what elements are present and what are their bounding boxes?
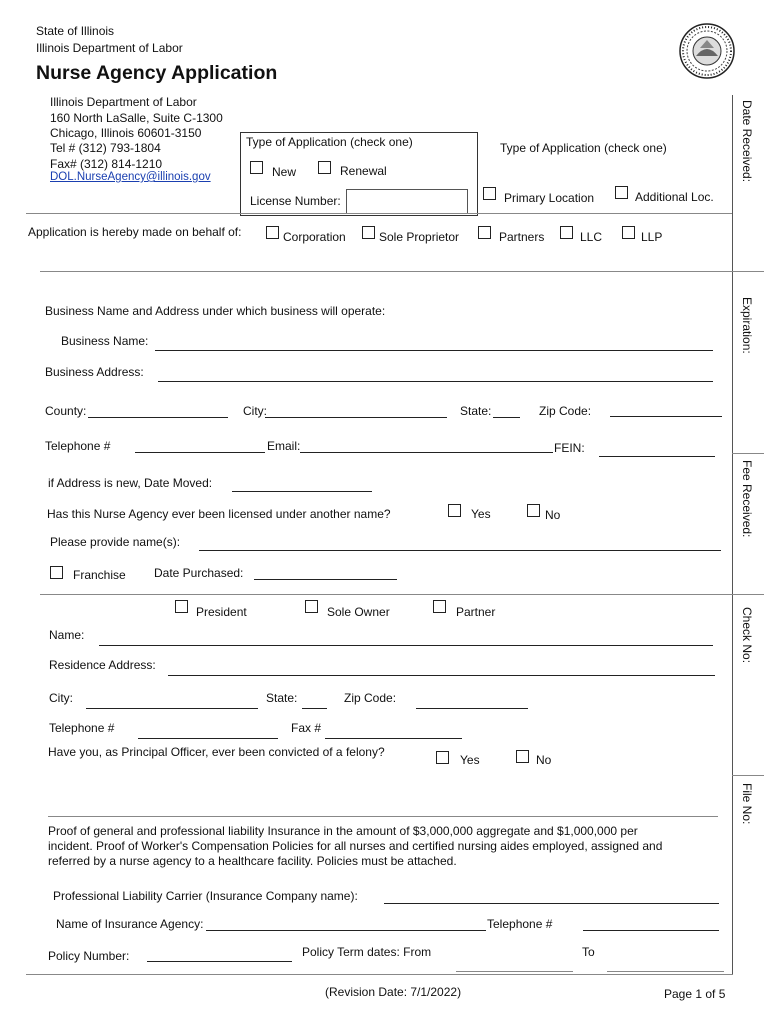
policy-number-field[interactable]: [147, 961, 292, 962]
officer-city-field[interactable]: [86, 708, 258, 709]
date-moved-label: if Address is new, Date Moved:: [48, 476, 213, 490]
franchise-label: Franchise: [73, 568, 126, 582]
state-field[interactable]: [493, 417, 520, 418]
sidebar-separator: [732, 594, 764, 595]
revision-date: (Revision Date: 7/1/2022): [325, 985, 462, 999]
felony-yes-label: Yes: [460, 753, 480, 767]
partners-checkbox[interactable]: [478, 226, 491, 239]
franchise-checkbox[interactable]: [50, 566, 63, 579]
officer-telephone-label: Telephone #: [49, 721, 115, 735]
file-number-label: File No:: [740, 783, 754, 825]
officer-fax-field[interactable]: [325, 738, 462, 739]
residence-address-label: Residence Address:: [49, 658, 156, 672]
president-checkbox[interactable]: [175, 600, 188, 613]
section-divider: [48, 816, 718, 817]
bottom-border: [26, 974, 733, 975]
carrier-label: Professional Liability Carrier (Insurance Company name):: [53, 889, 358, 903]
business-heading: Business Name and Address under which business will operate:: [45, 304, 386, 318]
sidebar-separator: [732, 453, 764, 454]
email-link[interactable]: DOL.NurseAgency@illinois.gov: [50, 171, 211, 183]
insurance-telephone-label: Telephone #: [487, 917, 553, 931]
residence-address-field[interactable]: [168, 675, 715, 676]
license-number-input[interactable]: [346, 189, 468, 214]
provide-names-field[interactable]: [199, 550, 721, 551]
zip-code-field[interactable]: [610, 416, 722, 417]
zip-code-label: Zip Code:: [539, 404, 592, 418]
renewal-checkbox[interactable]: [318, 161, 331, 174]
telephone-field[interactable]: [135, 452, 265, 453]
renewal-label: Renewal: [340, 164, 387, 178]
city-field[interactable]: [265, 417, 447, 418]
llc-checkbox[interactable]: [560, 226, 573, 239]
sidebar-separator: [732, 775, 764, 776]
primary-location-label: Primary Location: [504, 191, 595, 205]
county-field[interactable]: [88, 417, 228, 418]
sole-proprietor-label: Sole Proprietor: [379, 230, 460, 244]
telephone-label: Telephone #: [45, 439, 111, 453]
business-address-field[interactable]: [158, 381, 713, 382]
expiration-label: Expiration:: [740, 297, 754, 354]
county-label: County:: [45, 404, 87, 418]
fee-received-label: Fee Received:: [740, 460, 754, 538]
behalf-label: Application is hereby made on behalf of:: [28, 225, 242, 239]
insurance-proof-text: incident. Proof of Worker's Compensation Policies for all nurses and certified nursing aides employed, assigned and: [48, 839, 663, 853]
officer-city-label: City:: [49, 691, 73, 705]
officer-state-field[interactable]: [302, 708, 327, 709]
sidebar-separator: [732, 271, 764, 272]
application-type-heading: Type of Application (check one): [246, 135, 413, 149]
address-line: Illinois Department of Labor: [50, 95, 197, 109]
officer-zip-label: Zip Code:: [344, 691, 397, 705]
felony-no-label: No: [536, 753, 552, 767]
address-line: 160 North LaSalle, Suite C-1300: [50, 111, 223, 125]
president-label: President: [196, 605, 247, 619]
fein-label: FEIN:: [554, 441, 585, 455]
primary-location-checkbox[interactable]: [483, 187, 496, 200]
email-field[interactable]: [300, 452, 553, 453]
licensed-no-checkbox[interactable]: [527, 504, 540, 517]
llc-label: LLC: [580, 230, 603, 244]
corporation-checkbox[interactable]: [266, 226, 279, 239]
officer-zip-field[interactable]: [416, 708, 528, 709]
page-title: Nurse Agency Application: [36, 62, 278, 84]
officer-fax-label: Fax #: [291, 721, 322, 735]
business-name-label: Business Name:: [61, 334, 149, 348]
policy-from-field[interactable]: [456, 971, 573, 972]
license-number-label: License Number:: [250, 194, 341, 208]
insurance-proof-text: referred by a nurse agency to a healthcare facility. Policies must be attached.: [48, 854, 457, 868]
section-divider: [40, 271, 732, 272]
city-label: City:: [243, 404, 267, 418]
new-label: New: [272, 165, 297, 179]
fein-field[interactable]: [599, 456, 715, 457]
additional-location-label: Additional Loc.: [635, 190, 714, 204]
sole-owner-checkbox[interactable]: [305, 600, 318, 613]
officer-name-label: Name:: [49, 628, 85, 642]
state-label: State:: [460, 404, 492, 418]
insurance-telephone-field[interactable]: [583, 930, 719, 931]
new-checkbox[interactable]: [250, 161, 263, 174]
felony-yes-checkbox[interactable]: [436, 751, 449, 764]
check-number-label: Check No:: [740, 607, 754, 664]
felony-question: Have you, as Principal Officer, ever been convicted of a felony?: [48, 745, 385, 759]
policy-number-label: Policy Number:: [48, 949, 130, 963]
email-label: Email:: [267, 439, 301, 453]
officer-telephone-field[interactable]: [138, 738, 278, 739]
location-type-heading: Type of Application (check one): [500, 141, 667, 155]
date-purchased-label: Date Purchased:: [154, 566, 244, 580]
state-seal-icon: [678, 22, 736, 80]
date-purchased-field[interactable]: [254, 579, 397, 580]
partner-checkbox[interactable]: [433, 600, 446, 613]
telephone-line: Tel # (312) 793-1804: [50, 141, 161, 155]
carrier-field[interactable]: [384, 903, 719, 904]
section-divider: [40, 594, 732, 595]
business-address-label: Business Address:: [45, 365, 144, 379]
licensed-question: Has this Nurse Agency ever been licensed under another name?: [47, 507, 391, 521]
sole-proprietor-checkbox[interactable]: [362, 226, 375, 239]
insurance-agency-field[interactable]: [206, 930, 486, 931]
section-divider: [26, 213, 732, 214]
policy-term-label: Policy Term dates: From: [302, 945, 432, 959]
insurance-proof-text: Proof of general and professional liability Insurance in the amount of $3,000,000 aggregate and $1,000,000 per: [48, 824, 638, 838]
corporation-label: Corporation: [283, 230, 346, 244]
partner-label: Partner: [456, 605, 496, 619]
business-name-field[interactable]: [155, 350, 713, 351]
felony-no-checkbox[interactable]: [516, 750, 529, 763]
officer-state-label: State:: [266, 691, 298, 705]
licensed-yes-checkbox[interactable]: [448, 504, 461, 517]
sole-owner-label: Sole Owner: [327, 605, 390, 619]
date-received-label: Date Received:: [740, 100, 754, 183]
insurance-agency-label: Name of Insurance Agency:: [56, 917, 204, 931]
llp-checkbox[interactable]: [622, 226, 635, 239]
department-name: Illinois Department of Labor: [36, 41, 183, 55]
policy-to-field[interactable]: [607, 971, 724, 972]
additional-location-checkbox[interactable]: [615, 186, 628, 199]
fax-line: Fax# (312) 814-1210: [50, 157, 163, 171]
sidebar-divider: [732, 95, 733, 975]
officer-name-field[interactable]: [99, 645, 713, 646]
page-number: Page 1 of 5: [664, 987, 726, 1001]
address-line: Chicago, Illinois 60601-3150: [50, 126, 202, 140]
state-name: State of Illinois: [36, 24, 115, 38]
licensed-no-label: No: [545, 508, 561, 522]
provide-names-label: Please provide name(s):: [50, 535, 181, 549]
llp-label: LLP: [641, 230, 663, 244]
licensed-yes-label: Yes: [471, 507, 491, 521]
date-moved-field[interactable]: [232, 491, 372, 492]
partners-label: Partners: [499, 230, 545, 244]
policy-to-label: To: [582, 945, 595, 959]
